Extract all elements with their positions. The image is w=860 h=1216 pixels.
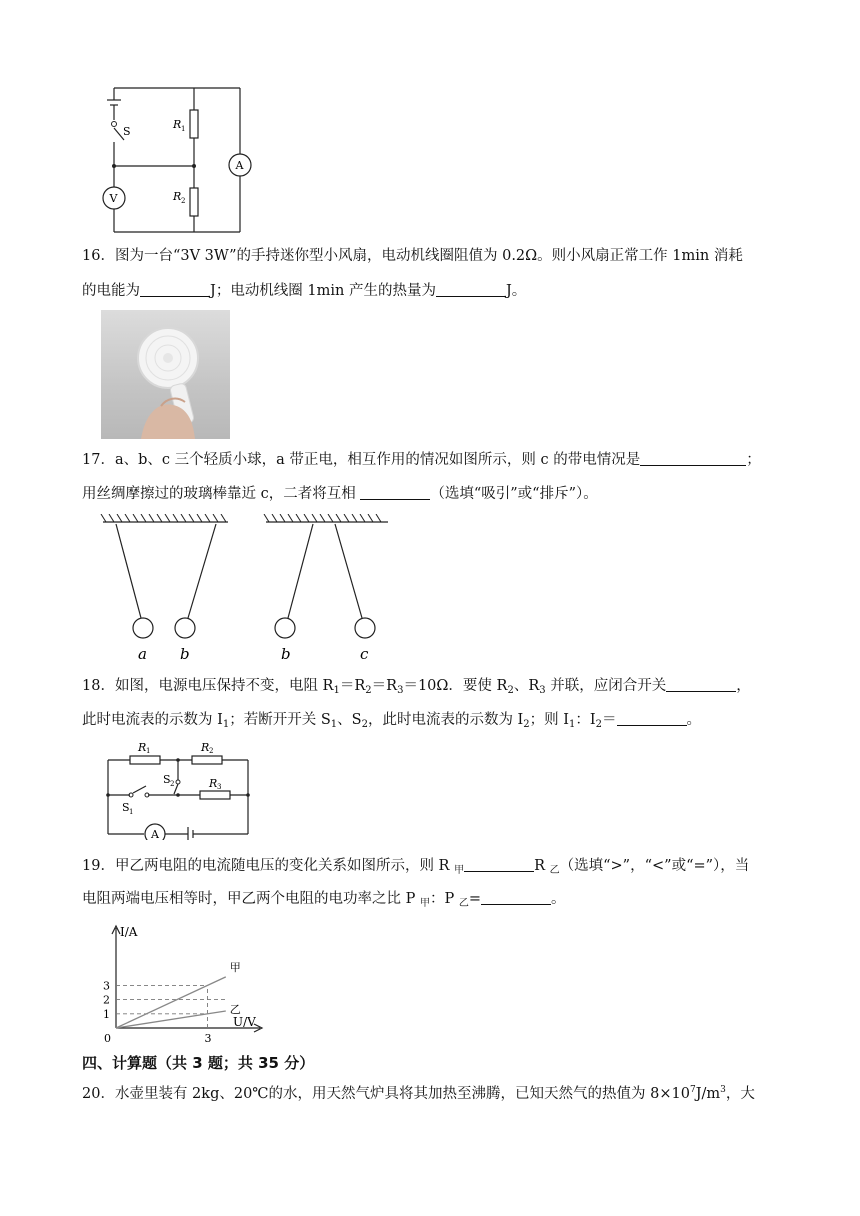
q18-r3-sub: 3 — [217, 783, 222, 791]
q17-blank1[interactable] — [640, 451, 746, 466]
q18-r1-sub: 1 — [146, 747, 151, 755]
q16-line1: 16．图为一台“3V 3W”的手持迷你型小风扇，电动机线圈阻值为 0.2Ω。则小风扇正常工作 1min 消耗 — [82, 248, 743, 264]
q16-blank1[interactable] — [140, 282, 210, 297]
q18-r2-label: R — [201, 741, 210, 754]
r2-label: R — [173, 190, 182, 203]
y-tick-label: 3 — [103, 979, 110, 993]
q18-s2-sub: 2 — [170, 780, 175, 788]
ball-b-label-2: b — [281, 645, 291, 663]
y-tick-label: 2 — [103, 993, 110, 1007]
y-tick-label: 1 — [103, 1007, 110, 1021]
q18-blank1[interactable] — [666, 677, 736, 692]
ball-b-label-1: b — [180, 645, 190, 663]
q17-blank2[interactable] — [360, 485, 430, 500]
r1-sub: 1 — [181, 125, 186, 133]
ball-c-label: c — [360, 645, 369, 663]
chart-y-axis-label: I/A — [120, 925, 138, 939]
current-voltage-chart — [100, 922, 270, 1044]
r1-label: R — [173, 118, 182, 131]
q19-line1: 19．甲乙两电阻的电流随电压的变化关系如图所示，则 R $_甲$ R $_乙$（选填“>”，“<”或“=”），当 — [82, 858, 750, 876]
q19-blank2[interactable] — [481, 890, 551, 905]
x-tick-label: 0 — [104, 1032, 111, 1044]
series-label-yi: 乙 — [229, 1002, 241, 1016]
series-label-jia: 甲 — [229, 960, 241, 974]
ball-a-label: a — [138, 645, 147, 663]
q18-line2: 此时电流表的示数为 $I_1$；若断开开关 $S_1$、$S_2$，此时电流表的示数为 $I_2$；则 $I_1$：$I_2=$ 。 — [82, 712, 701, 730]
switch-label: S — [123, 125, 131, 138]
q18-r3-label: R — [209, 777, 218, 790]
r2-sub: 2 — [181, 197, 186, 205]
x-tick-label: 3 — [204, 1032, 212, 1044]
q18-r1-label: R — [138, 741, 147, 754]
circuit-diagram-q18 — [100, 738, 260, 840]
q17-line2: 用丝绸摩擦过的玻璃棒靠近 c，二者将互相 （选填“吸引”或“排斥”）。 — [82, 486, 598, 502]
q19-blank1[interactable] — [464, 857, 534, 872]
series-line-jia — [116, 977, 226, 1028]
chart-x-axis-label: U/V — [233, 1015, 256, 1029]
q16-line2: 的电能为 J；电动机线圈 1min 产生的热量为 J。 — [82, 283, 527, 299]
q18-s2-label: S — [163, 773, 171, 786]
q18-ammeter-label: A — [151, 828, 159, 840]
q18-line1: 18．如图，电源电压保持不变，电阻 $R_1=R_2=R_3=10\Omega$．要使 $R_2$、$R_3$ 并联，应闭合开关 ， — [82, 678, 751, 696]
q18-r2-sub: 2 — [209, 747, 214, 755]
q18-s1-label: S — [122, 801, 130, 814]
handheld-fan-photo — [101, 310, 230, 439]
section-heading: 四、计算题（共 3 题；共 35 分） — [82, 1054, 315, 1072]
q20-line1: 20．水壶里装有 2kg、20℃的水，用天然气炉具将其加热至沸腾，已知天然气的热值为 $8\times 10^7J/m^3$，大 — [82, 1085, 755, 1102]
q18-blank2[interactable] — [617, 711, 687, 726]
q17-line1: 17．a、b、c 三个轻质小球，a 带正电，相互作用的情况如图所示，则 c 的带电情况是 ； — [82, 452, 761, 468]
voltmeter-label: V — [109, 192, 118, 205]
q19-line2: 电阻两端电压相等时，甲乙两个电阻的电功率之比 P $_甲$：P $_乙$= 。 — [82, 891, 566, 909]
ammeter-label: A — [235, 159, 244, 172]
q16-blank2[interactable] — [436, 282, 506, 297]
q18-s1-sub: 1 — [129, 808, 134, 816]
charged-balls-figure — [98, 514, 398, 664]
circuit-diagram-q15 — [98, 84, 268, 239]
